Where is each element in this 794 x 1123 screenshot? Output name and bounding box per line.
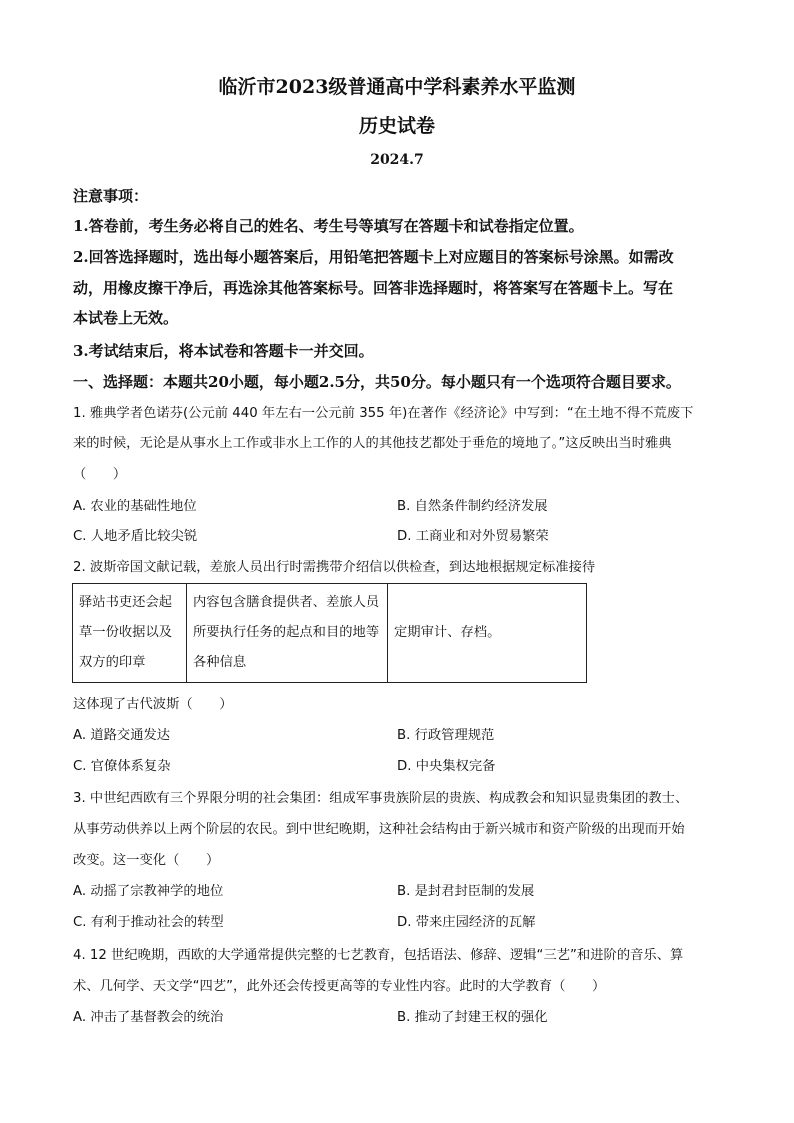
q3-stem-line-2: 从事劳动供养以上两个阶层的农民。到中世纪晚期，这种社会结构由于新兴城市和资产阶级的出现而开始 (73, 822, 685, 837)
q3-stem-line-3: 改变。这一变化（ ） (73, 853, 220, 868)
q2-option-b: B. 行政管理规范 (397, 728, 495, 743)
q1-stem-line-1: 1. 雅典学者色诺芬(公元前 440 年左右一公元前 355 年)在著作《经济论》中写到：“在土地不得不荒废下 (73, 406, 694, 421)
q3-option-a: A. 动摇了宗教神学的地位 (73, 884, 224, 899)
notice-item-3: 3.考试结束后，将本试卷和答题卡一并交回。 (73, 342, 374, 360)
exam-title: 临沂市2023级普通高中学科素养水平监测 (218, 76, 576, 98)
table-cell-content: 内容包含膳食提供者、差旅人员所要执行任务的起点和目的地等各种信息 (187, 584, 388, 683)
q1-stem-line-2: 来的时候，无论是从事水上工作或非水上工作的人的其他技艺都处于垂危的境地了。”这反映出当时雅典 (73, 436, 672, 451)
q2-option-a: A. 道路交通发达 (73, 728, 171, 743)
q3-stem-line-1: 3. 中世纪西欧有三个界限分明的社会集团：组成军事贵族阶层的贵族、构成教会和知识显贵集团的教士、 (73, 791, 689, 806)
notice-item-2-line-1: 2.回答选择题时，选出每小题答案后，用铅笔把答题卡上对应题目的答案标号涂黑。如需改 (73, 248, 674, 266)
table-cell-receipt: 驿站书吏还会起草一份收据以及双方的印章 (73, 584, 187, 683)
notice-item-1: 1.答卷前，考生务必将自己的姓名、考生号等填写在答题卡和试卷指定位置。 (73, 217, 584, 235)
q1-stem-line-3: （ ） (73, 467, 127, 482)
q3-option-b: B. 是封君封臣制的发展 (397, 884, 535, 899)
q1-option-c: C. 人地矛盾比较尖锐 (73, 529, 198, 544)
q1-option-a: A. 农业的基础性地位 (73, 499, 197, 514)
q2-option-c: C. 官僚体系复杂 (73, 759, 171, 774)
q3-option-c: C. 有利于推动社会的转型 (73, 915, 224, 930)
q2-stem: 这体现了古代波斯（ ） (73, 697, 233, 712)
q4-stem-line-2: 术、几何学、天文学“四艺”，此外还会传授更高等的专业性内容。此时的大学教育（ ） (73, 979, 606, 994)
notice-heading: 注意事项： (73, 187, 149, 205)
exam-date: 2024.7 (370, 152, 424, 168)
table-cell-audit: 定期审计、存档。 (388, 584, 587, 683)
table-row (73, 584, 587, 683)
q4-option-b: B. 推动了封建王权的强化 (397, 1010, 548, 1025)
subject-title: 历史试卷 (358, 115, 435, 137)
q1-option-b: B. 自然条件制约经济发展 (397, 499, 548, 514)
q2-option-d: D. 中央集权完备 (397, 759, 496, 774)
q4-option-a: A. 冲击了基督教会的统治 (73, 1010, 224, 1025)
notice-item-2-line-3: 本试卷上无效。 (73, 309, 179, 327)
section-heading: 一、选择题：本题共20小题，每小题2.5分，共50分。每小题只有一个选项符合题目要求。 (73, 373, 681, 391)
q1-option-d: D. 工商业和对外贸易繁荣 (397, 529, 549, 544)
q4-stem-line-1: 4. 12 世纪晚期，西欧的大学通常提供完整的七艺教育，包括语法、修辞、逻辑“三艺”和进阶的音乐、算 (73, 948, 684, 963)
q2-info-table (72, 583, 587, 683)
q2-stem-line-1: 2. 波斯帝国文献记载，差旅人员出行时需携带介绍信以供检查，到达地根据规定标准接待 (73, 560, 596, 575)
notice-item-2-line-2: 动，用橡皮擦干净后，再选涂其他答案标号。回答非选择题时，将答案写在答题卡上。写在 (73, 279, 674, 297)
q3-option-d: D. 带来庄园经济的瓦解 (397, 915, 536, 930)
